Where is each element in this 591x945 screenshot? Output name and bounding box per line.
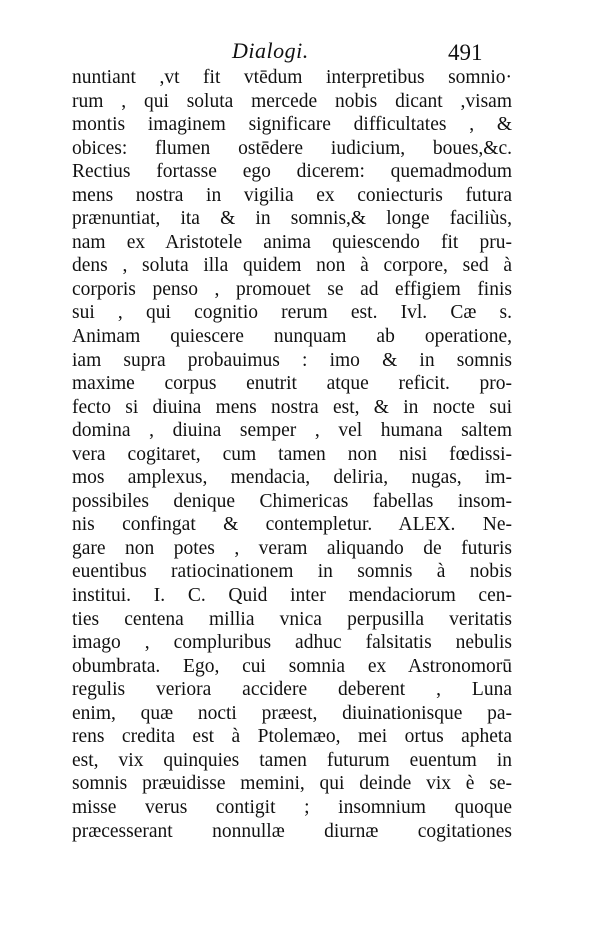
text-line: enim, quæ nocti præest, diuinationisque pa- <box>72 702 512 724</box>
text-line: montis imaginem significare difficultates , & <box>72 114 512 136</box>
text-line: dens , soluta illa quidem non à corpore, sed à <box>72 255 512 277</box>
text-line: rens credita est à Ptolemæo, mei ortus apheta <box>72 726 512 748</box>
text-line: Rectius fortasse ego dicerem: quemadmodum <box>72 161 512 183</box>
text-line: mens nostra in vigilia ex coniecturis futura <box>72 184 512 206</box>
text-line: nam ex Aristotele anima quiescendo fit pru- <box>72 231 512 253</box>
text-line: obices: flumen ostēdere iudicium, boues,&c. <box>72 137 512 159</box>
text-line: domina , diuina semper , vel humana saltem <box>72 420 512 442</box>
text-line: iam supra probauimus : imo & in somnis <box>72 349 512 371</box>
text-line: nuntiant ,vt fit vtēdum interpretibus somnio· <box>72 67 512 88</box>
text-line: imago , compluribus adhuc falsitatis nebulis <box>72 632 512 654</box>
text-line: institui. I. C. Quid inter mendaciorum cen- <box>72 585 512 607</box>
text-line: regulis veriora accidere deberent , Luna <box>72 679 512 701</box>
text-line: gare non potes , veram aliquando de futuris <box>72 537 512 559</box>
body-text <box>72 66 512 843</box>
text-line: euentibus ratiocinationem in somnis à nobis <box>72 561 512 583</box>
text-line: ties centena millia vnica perpusilla veritatis <box>72 608 512 630</box>
running-head: Dialogi. <box>232 38 309 63</box>
text-line: possibiles denique Chimericas fabellas insom- <box>72 490 512 512</box>
text-line: somnis præuidisse memini, qui deinde vix è se- <box>72 773 512 795</box>
text-line: mos amplexus, mendacia, deliria, nugas, im- <box>72 467 512 489</box>
page-number: 491 <box>448 40 483 65</box>
text-line: præcesserant nonnullæ diurnæ cogitationes <box>72 820 512 842</box>
text-line: prænuntiat, ita & in somnis,& longe faciliùs, <box>72 208 512 230</box>
text-line: Animam quiescere nunquam ab operatione, <box>72 326 512 348</box>
text-line: fecto si diuina mens nostra est, & in nocte sui <box>72 396 512 418</box>
text-line: nis confingat & contempletur. ALEX. Ne- <box>72 514 512 536</box>
text-line: sui , qui cognitio rerum est. Ivl. Cæ s. <box>72 302 512 324</box>
text-line: vera cogitaret, cum tamen non nisi fœdissi- <box>72 443 512 465</box>
text-line: misse verus contigit ; insomnium quoque <box>72 796 512 818</box>
text-line: est, vix quinquies tamen futurum euentum in <box>72 749 512 771</box>
text-line: corporis penso , promouet se ad effigiem finis <box>72 278 512 300</box>
text-line: maxime corpus enutrit atque reficit. pro- <box>72 373 512 395</box>
text-line: rum , qui soluta mercede nobis dicant ,visam <box>72 90 512 112</box>
text-line: obumbrata. Ego, cui somnia ex Astronomorū <box>72 655 512 677</box>
